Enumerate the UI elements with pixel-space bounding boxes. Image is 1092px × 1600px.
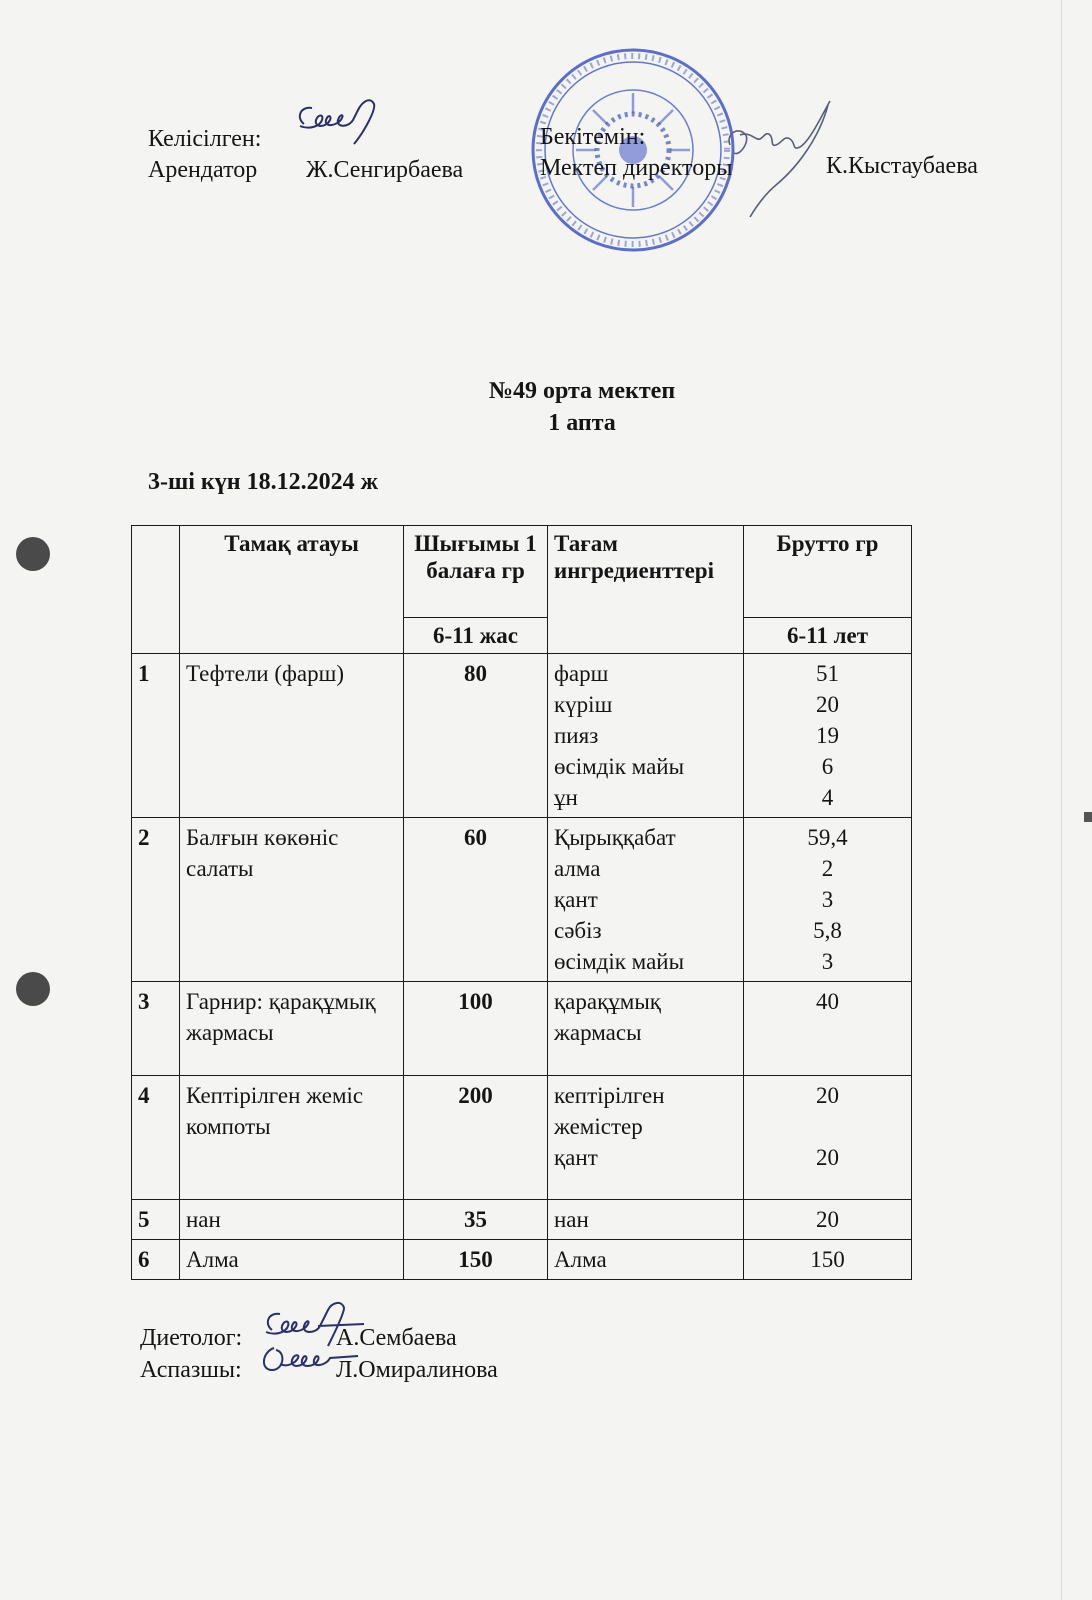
page-edge-line xyxy=(1061,0,1062,1600)
dish-name: Гарнир: қарақұмық жармасы xyxy=(180,982,404,1076)
lessee-name: Ж.Сенгирбаева xyxy=(306,157,464,183)
ingredient: Алма xyxy=(548,1240,744,1280)
brutto-value: 3 xyxy=(821,949,834,974)
school-title: №49 орта мектеп xyxy=(488,378,676,404)
yield-value: 150 xyxy=(404,1240,548,1280)
header-ingredients: Тағам ингредиенттері xyxy=(548,526,744,654)
brutto-value: 20 xyxy=(744,1200,912,1240)
ingredient-list xyxy=(548,1076,744,1200)
table-header-row xyxy=(132,526,912,618)
ingredient: қант xyxy=(554,887,598,912)
table-row xyxy=(132,1076,912,1200)
brutto-value: 20 xyxy=(816,1145,839,1170)
dietolog-label: Диетолог: xyxy=(140,1325,243,1351)
edge-mark xyxy=(1084,812,1092,822)
brutto-value: 20 xyxy=(816,692,839,717)
ingredient: күріш xyxy=(554,692,613,717)
director-role: Мектеп директоры xyxy=(540,155,733,181)
row-number: 2 xyxy=(132,818,180,982)
table-row xyxy=(132,1200,912,1240)
brutto-value: 5,8 xyxy=(813,918,842,943)
ingredient-list xyxy=(548,818,744,982)
dish-name: Кептірілген жеміс компоты xyxy=(180,1076,404,1200)
day-date: 3-ші күн 18.12.2024 ж xyxy=(148,469,378,495)
dish-name: Балғын көкөніс салаты xyxy=(180,818,404,982)
brutto-list xyxy=(744,1076,912,1200)
table-row xyxy=(132,818,912,982)
table-row xyxy=(132,982,912,1076)
yield-value: 60 xyxy=(404,818,548,982)
ingredient: өсімдік майы xyxy=(554,949,685,974)
brutto-value: 6 xyxy=(821,754,834,779)
row-number: 3 xyxy=(132,982,180,1076)
ingredient: қарақұмық жармасы xyxy=(548,982,744,1076)
header-yield: Шығымы 1 балаға гр xyxy=(404,526,548,618)
ingredient: нан xyxy=(548,1200,744,1240)
agreed-label: Келісілген: xyxy=(148,126,262,152)
cook-signature xyxy=(258,1338,368,1378)
table-row xyxy=(132,654,912,818)
ingredient-list xyxy=(548,654,744,818)
brutto-value: 2 xyxy=(821,856,834,881)
yield-value: 80 xyxy=(404,654,548,818)
dish-name: Алма xyxy=(180,1240,404,1280)
header-num-cell xyxy=(132,526,180,654)
brutto-value: 150 xyxy=(744,1240,912,1280)
brutto-value: 4 xyxy=(821,785,834,810)
ingredient: ұн xyxy=(554,785,578,810)
row-number: 1 xyxy=(132,654,180,818)
ingredient: қант xyxy=(554,1145,598,1170)
yield-value: 200 xyxy=(404,1076,548,1200)
brutto-list xyxy=(744,654,912,818)
cook-name: Л.Омиралинова xyxy=(336,1357,498,1383)
dish-name: нан xyxy=(180,1200,404,1240)
ingredient: Қырыққабат xyxy=(554,825,676,850)
table-row xyxy=(132,1240,912,1280)
header-age-brutto: 6-11 лет xyxy=(744,618,912,654)
brutto-value: 51 xyxy=(816,661,839,686)
director-signature xyxy=(700,95,840,225)
ingredient: алма xyxy=(554,856,601,881)
week-title: 1 апта xyxy=(548,410,616,436)
ingredient: фарш xyxy=(554,661,609,686)
ingredient: өсімдік майы xyxy=(554,754,685,779)
yield-value: 35 xyxy=(404,1200,548,1240)
punch-hole-top xyxy=(16,537,50,571)
row-number: 5 xyxy=(132,1200,180,1240)
brutto-list xyxy=(744,818,912,982)
dietolog-name: А.Сембаева xyxy=(336,1325,457,1351)
header-brutto: Брутто гр xyxy=(744,526,912,618)
row-number: 6 xyxy=(132,1240,180,1280)
director-name: К.Кыстаубаева xyxy=(826,153,978,179)
lessee-role: Арендатор xyxy=(148,157,258,183)
brutto-value: 20 xyxy=(816,1083,839,1108)
approved-label: Бекітемін: xyxy=(540,124,646,150)
punch-hole-bottom xyxy=(16,972,50,1006)
ingredient: пияз xyxy=(554,723,599,748)
brutto-value: 19 xyxy=(816,723,839,748)
ingredient: сәбіз xyxy=(554,918,602,943)
dish-name: Тефтели (фарш) xyxy=(180,654,404,818)
row-number: 4 xyxy=(132,1076,180,1200)
brutto-value: 40 xyxy=(744,982,912,1076)
yield-value: 100 xyxy=(404,982,548,1076)
lessee-signature xyxy=(292,92,392,147)
header-age-yield: 6-11 жас xyxy=(404,618,548,654)
menu-table xyxy=(131,525,912,1280)
brutto-value: 59,4 xyxy=(807,825,848,850)
cook-label: Аспазшы: xyxy=(140,1357,242,1383)
ingredient: кептірілген жемістер xyxy=(554,1083,665,1139)
brutto-value: 3 xyxy=(821,887,834,912)
header-dish: Тамақ атауы xyxy=(180,526,404,654)
